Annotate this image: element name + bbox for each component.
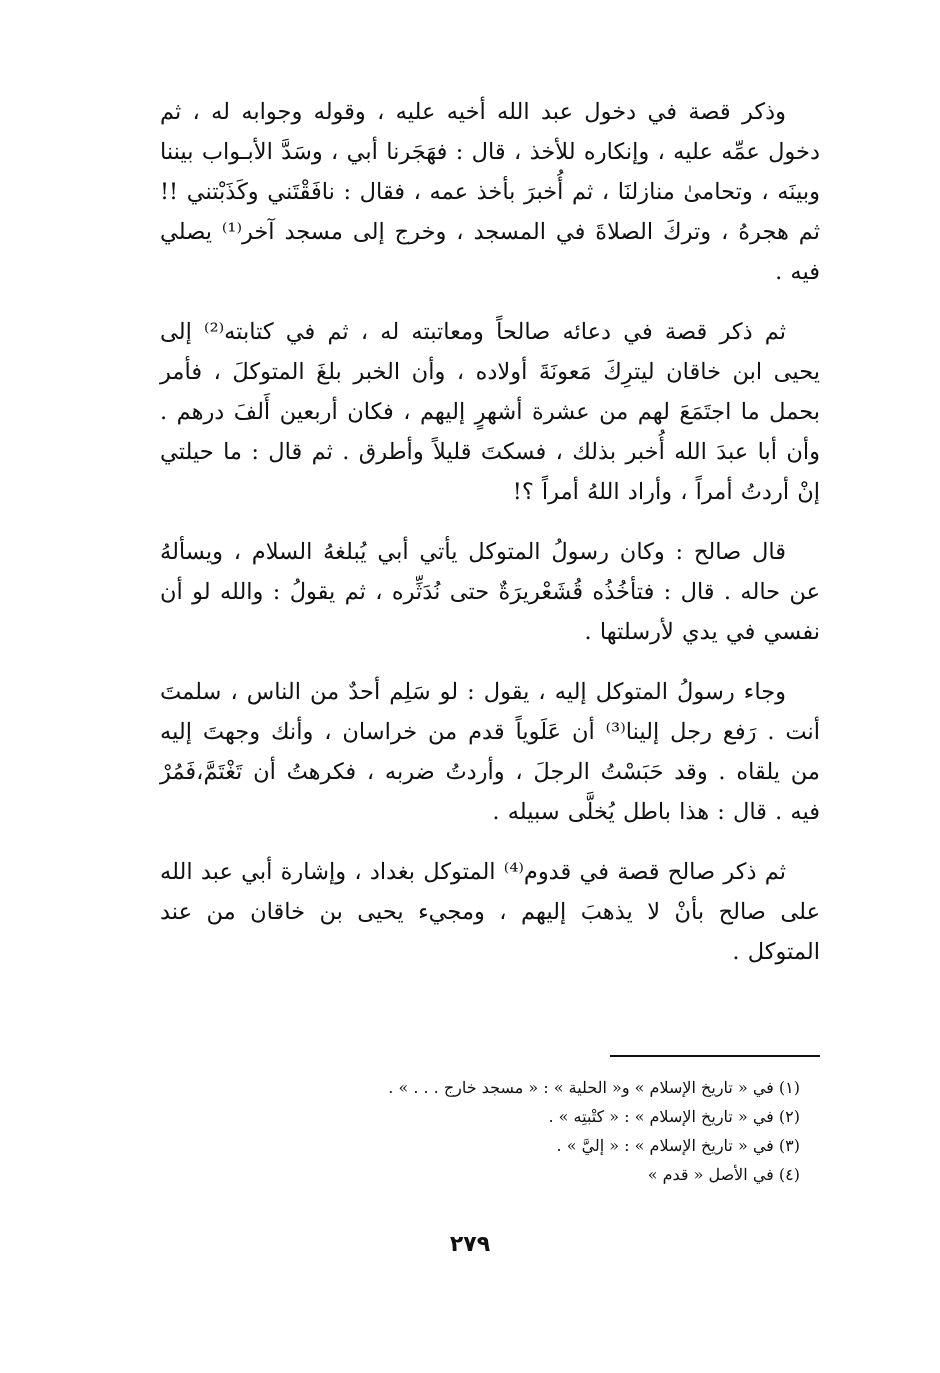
footnote-4: (٤) في الأصل « قدم » <box>647 1165 800 1184</box>
footnote-3: (٣) في « تاريخ الإسلام » : « إليَّ » . <box>556 1136 800 1155</box>
paragraph-5: ثم ذكر صالح قصة في قدوم⁽⁴⁾ المتوكل بغداد ، وإشارة أبي عبد الله على صالح بأنْ لا يذهبَ إليهم ، ومجيء يحيى بن خاقان من عند المتوكل . <box>160 859 820 965</box>
paragraph-4: وجاء رسولُ المتوكل إليه ، يقول : لو سَلِم أحدٌ من الناس ، سلمتَ أنت . رَفع رجل إلينا⁽³⁾ أن عَلَوياً قدم من خراسان ، وأنك وجهتَ إليه من يلقاه . وقد حَبَسْتُ الرجلَ ، وأردتُ ضربه ، فكرهتُ أن تَغْتَمَّ،فَمُرْ فيه . قال : هذا باطل يُخلَّى سبيله . <box>160 679 820 825</box>
footnote-2: (٢) في « تاريخ الإسلام » : « كتْبتِه » . <box>548 1107 800 1126</box>
paragraph-3: قال صالح : وكان رسولُ المتوكل يأتي أبي يُبلغهُ السلام ، ويسألهُ عن حاله . قال : فتأخُذُه قُشَعْريرَةٌ حتى نُدَثِّره ، ثم يقولُ : والله لو أن نفسي في يدي لأرسلتها . <box>160 539 820 645</box>
footnote-separator <box>610 1055 820 1057</box>
main-text <box>160 92 820 992</box>
paragraph-1: وذكر قصة في دخول عبد الله أخيه عليه ، وقوله وجوابه له ، ثم دخول عمِّه عليه ، وإنكاره للأخذ ، قال : فهَجَرنا أبي ، وسَدَّ الأبـواب بيننا وبينَه ، وتحامىٰ منازلنَا ، ثم أُخبرَ بأخذ عمه ، فقال : نافَقْتَني وكَذَبْتني !! ثم هجرهُ ، وتركَ الصلاةَ في المسجد ، وخرج إلى مسجد آخر⁽¹⁾ يصلي فيه . <box>160 99 820 285</box>
paragraph-2: ثم ذكر قصة في دعائه صالحاً ومعاتبته له ، ثم في كتابته⁽²⁾ إلى يحيى ابن خاقان ليترِكَ مَعونَةَ أولاده ، وأن الخبر بلغَ المتوكلَ ، فأمر بحمل ما اجتَمَعَ لهم من عشرة أشهرٍ إليهم ، فكان أربعين أَلفَ درهم . وأن أبا عبدَ الله أُخبر بذلك ، فسكتَ قليلاً وأطرق . ثم قال : ما حيلتي إنْ أردتُ أمراً ، وأراد اللهُ أمراً ؟! <box>160 319 820 505</box>
page-number: ٢٧٩ <box>449 1232 491 1257</box>
footnotes <box>300 1073 800 1189</box>
footnote-1: (١) في « تاريخ الإسلام » و« الحلية » : « مسجد خارج . . . » . <box>388 1078 800 1097</box>
